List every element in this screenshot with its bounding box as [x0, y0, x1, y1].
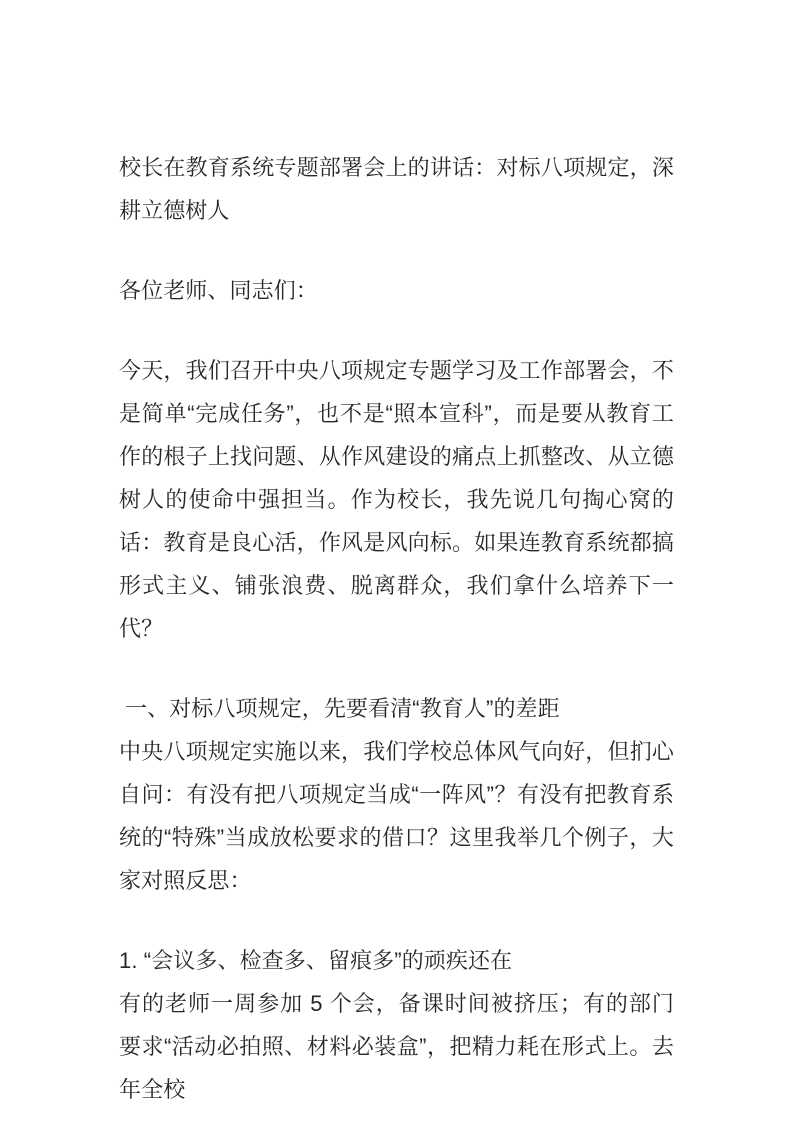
paragraph-section-1: 中央八项规定实施以来，我们学校总体风气向好，但扪心自问：有没有把八项规定当成“一阵风”？有没有把教育系统的“特殊”当成放松要求的借口？这里我举几个例子，大家对照反思： — [119, 739, 674, 893]
salutation-line: 各位老师、同志们： — [119, 278, 318, 303]
section-heading-1: 一、对标八项规定，先要看清“教育人”的差距 — [125, 696, 560, 721]
paragraph-opening: 今天，我们召开中央八项规定专题学习及工作部署会，不是简单“完成任务”，也不是“照本宣科”，而是要从教育工作的根子上找问题、从作风建设的痛点上抓整改、从立德树人的使命中强担当。作为校长，我先说几句掏心窝的话：教育是良心活，作风是风向标。如果连教育系统都搞形式主义、铺张浪费、脱离群众，我们拿什么培养下一代？ — [119, 358, 674, 641]
paragraph-sub-1: 有的老师一周参加 5 个会，备课时间被挤压；有的部门要求“活动必拍照、材料必装盒”，把精力耗在形式上。去年全校 — [119, 991, 674, 1102]
document-content — [119, 146, 674, 1122]
document-title: 校长在教育系统专题部署会上的讲话：对标八项规定，深耕立德树人 — [119, 155, 674, 223]
sub-heading-1: 1. “会议多、检查多、留痕多”的顽疾还在 — [119, 948, 513, 973]
